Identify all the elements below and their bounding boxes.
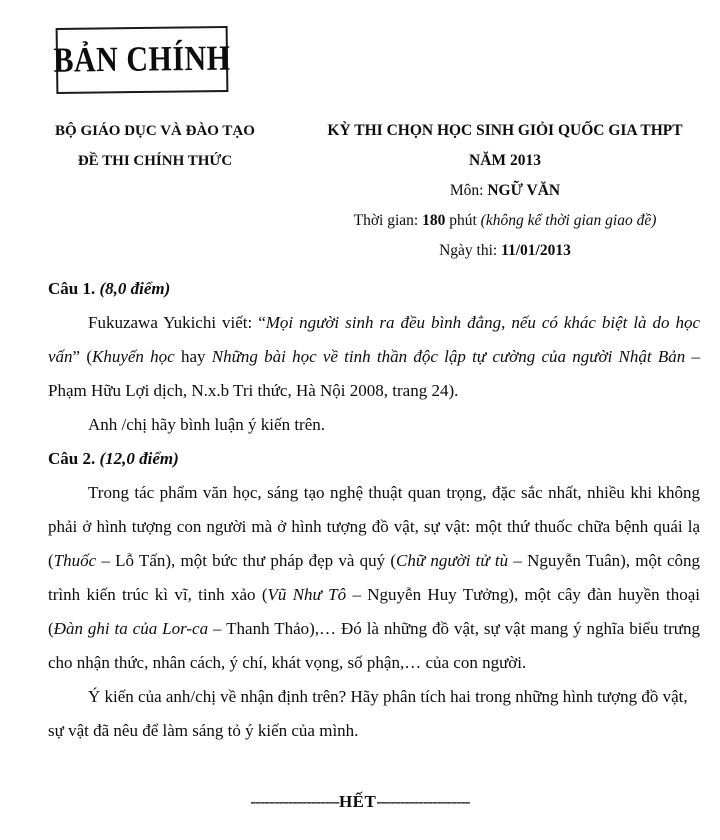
question-block-2 [48,442,700,748]
document-footer [0,792,720,812]
question-2-paragraph-1: Trong tác phẩm văn học, sáng tạo nghệ thuật quan trọng, đặc sắc nhất, nhiều khi không phải ở hình tượng con người mà ở hình tượng đồ vật, sự vật: một thứ thuốc chữa bệnh quái lạ (Thuốc – Lỗ Tấn), một bức thư pháp đẹp và quý (Chữ người tử tù – Nguyễn Tuân), một công trình kiến trúc kì vĩ, tinh xảo (Vũ Như Tô – Nguyễn Huy Tưởng), một cây đàn huyền thoại (Đàn ghi ta của Lor-ca – Thanh Thảo),… Đó là những đồ vật, sự vật mang ý nghĩa biểu trưng cho nhận thức, nhân cách, ý chí, khát vọng, số phận,… của con người. [48,483,701,672]
exam-title: KỲ THI CHỌN HỌC SINH GIỎI QUỐC GIA THPT [327,122,683,139]
original-copy-stamp [53,26,231,94]
duration-label: Thời gian: [353,212,423,229]
exam-year: NĂM 2013 [469,152,541,169]
footer-right-dashes: -------------------- [376,792,470,811]
duration-note: (không kể thời gian giao đề) [480,212,657,229]
issuing-authority-block [24,116,286,176]
exam-subject-line [296,176,714,206]
date-label: Ngày thi: [439,242,502,259]
ministry-name: BỘ GIÁO DỤC VÀ ĐÀO TẠO [55,123,255,139]
footer-left-dashes: ------------------- [250,792,339,811]
official-exam-label: ĐỀ THI CHÍNH THỨC [77,153,233,169]
question-block-1 [48,272,700,442]
subject-label: Môn: [449,182,488,199]
exam-body [48,272,700,748]
question-1-paragraph-1: Fukuzawa Yukichi viết: “Mọi người sinh ra đều bình đẳng, nếu có khác biệt là do học vấn” (Khuyến học hay Những bài học về tinh thần độc lập tự cường của người Nhật Bản – Phạm Hữu Lợi dịch, N.x.b Tri thức, Hà Nội 2008, trang 24). [48,313,700,400]
question-1-heading [48,272,700,306]
date-value: 11/01/2013 [501,242,571,259]
duration-value: 180 [422,212,446,229]
question-2-heading [48,442,700,476]
question-2-label: Câu 2. [48,449,100,468]
subject-value: NGỮ VĂN [487,182,561,199]
question-1-label: Câu 1. [48,279,100,298]
stamp-label: BẢN CHÍNH [53,38,231,80]
question-2-paragraph-2: Ý kiến của anh/chị về nhận định trên? Hãy phân tích hai trong những hình tượng đồ vật, sự vật đã nêu để làm sáng tỏ ý kiến của mình. [48,687,688,740]
duration-unit: phút [445,212,481,229]
exam-info-block [296,116,714,266]
question-2-points: (12,0 điểm) [99,449,179,468]
question-1-points: (8,0 điểm) [99,279,171,298]
exam-duration-line [296,206,714,236]
footer-end-label: HẾT [338,792,377,811]
question-1-paragraph-2: Anh /chị hãy bình luận ý kiến trên. [88,415,326,434]
exam-date-line [296,236,714,266]
